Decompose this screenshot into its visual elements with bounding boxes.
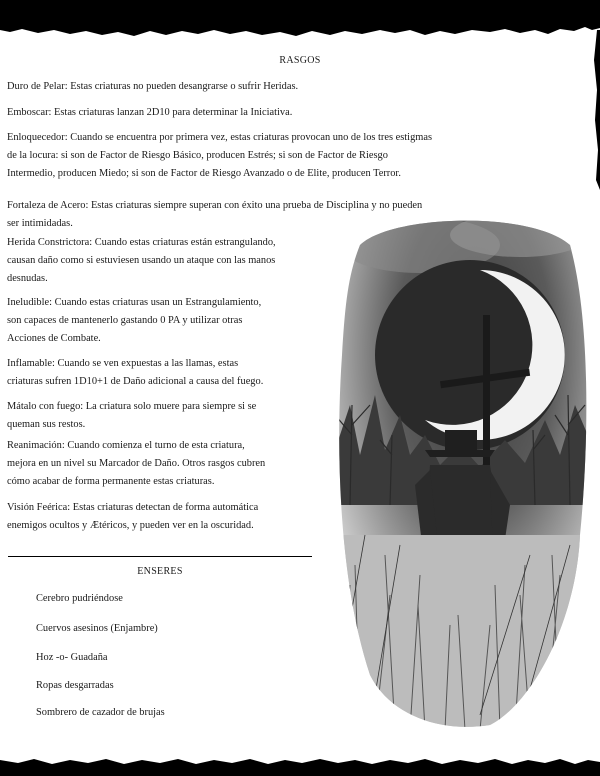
trait-text: Cuando estas criaturas usan un Estrangulamiento, (52, 297, 262, 308)
trait-text: queman sus restos. (7, 419, 86, 430)
enseres-item: Sombrero de cazador de brujas (36, 707, 165, 718)
trait-name: Emboscar: (7, 107, 52, 118)
bottom-torn-border (0, 754, 600, 776)
trait-text: Estas criaturas siempre superan con éxito una prueba de Disciplina y no pueden (88, 200, 423, 211)
enseres-title: ENSERES (137, 566, 183, 577)
trait-ineludible (7, 294, 261, 348)
trait-text: enemigos ocultos y Ætéricos, y pueden ver en la oscuridad. (7, 520, 254, 531)
enseres-item: Ropas desgarradas (36, 680, 114, 691)
trait-text: mejora en un nivel su Marcador de Daño. Otros rasgos cubren (7, 458, 266, 469)
trait-text: son capaces de mantenerlo gastando 0 PA y utilizar otras (7, 315, 243, 326)
enseres-item: Cerebro pudriéndose (36, 593, 123, 604)
right-torn-edge (588, 30, 600, 190)
trait-herida-constrictora (7, 234, 276, 288)
trait-text: Cuando comienza el turno de esta criatura, (64, 440, 245, 451)
trait-inflamable (7, 355, 263, 391)
trait-matalo-con-fuego (7, 398, 256, 434)
trait-name: Herida Constrictora: (7, 237, 93, 248)
trait-name: Inflamable: (7, 358, 55, 369)
trait-text: de la locura: si son de Factor de Riesgo Básico, producen Estrés; si son de Factor de Riesgo (7, 150, 388, 161)
trait-text: ser intimidadas. (7, 218, 73, 229)
trait-duro-de-pelar (7, 78, 298, 96)
trait-reanimacion (7, 437, 265, 491)
trait-text: desnudas. (7, 273, 48, 284)
trait-text: Cuando estas criaturas están estrangulando, (92, 237, 276, 248)
trait-name: Reanimación: (7, 440, 65, 451)
trait-name: Ineludible: (7, 297, 53, 308)
trait-enloquecedor (7, 129, 587, 183)
trait-name: Enloquecedor: (7, 132, 68, 143)
trait-text: Estas criaturas detectan de forma automática (70, 502, 259, 513)
trait-name: Mátalo con fuego: (7, 401, 84, 412)
trait-vision-feerica (7, 499, 258, 535)
scarecrow-illustration (330, 205, 592, 730)
trait-text: La criatura solo muere para siempre si se (83, 401, 257, 412)
trait-text: criaturas sufren 1D10+1 de Daño adicional a causa del fuego. (7, 376, 264, 387)
enseres-item: Cuervos asesinos (Enjambre) (36, 623, 158, 634)
trait-text: Estas criaturas lanzan 2D10 para determinar la Iniciativa. (51, 107, 293, 118)
rasgos-title: RASGOS (279, 55, 321, 66)
trait-text: Cuando se encuentra por primera vez, estas criaturas provocan uno de los tres estigmas (67, 132, 433, 143)
top-torn-border (0, 0, 600, 48)
enseres-item: Hoz -o- Guadaña (36, 652, 108, 663)
trait-emboscar (7, 104, 292, 122)
trait-name: Visión Feérica: (7, 502, 71, 513)
trait-name: Fortaleza de Acero: (7, 200, 89, 211)
trait-text: Estas criaturas no pueden desangrarse o sufrir Heridas. (67, 81, 299, 92)
trait-text: Cuando se ven expuestas a las llamas, estas (54, 358, 239, 369)
trait-text: cómo acabar de forma permanente estas criaturas. (7, 476, 215, 487)
trait-text: causan daño como si estuviesen usando un ataque con las manos (7, 255, 276, 266)
trait-text: Acciones de Combate. (7, 333, 101, 344)
trait-text: Intermedio, producen Miedo; si son de Factor de Riesgo Avanzado o de Elite, producen Terror. (7, 168, 401, 179)
trait-name: Duro de Pelar: (7, 81, 68, 92)
section-divider (8, 556, 312, 557)
